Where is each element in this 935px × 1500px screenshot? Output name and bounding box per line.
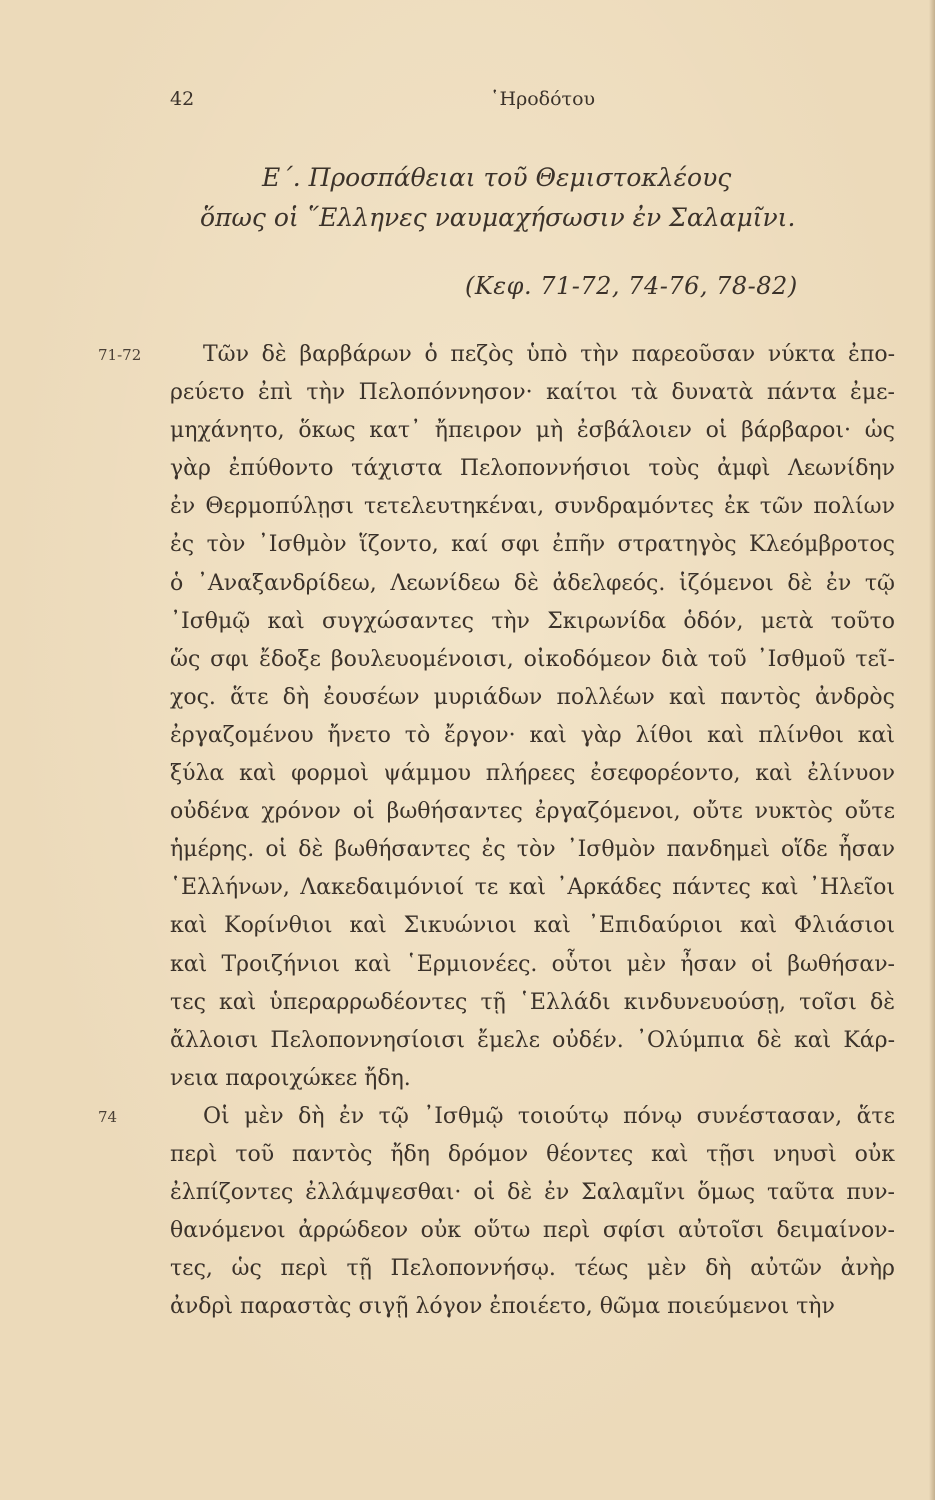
text-line-content: θανόμενοι ἀρρώδεον οὐκ οὕτω περὶ σφίσι αὐτοῖσι δειμαίνον-: [170, 1218, 895, 1244]
text-line-content: ξύλα καὶ φορμοὶ ψάμμου πλήρεες ἐσεφορέοντο, καὶ ἐλίνυον: [170, 761, 895, 787]
text-line-content: ρεύετο ἐπὶ τὴν Πελοπόννησον· καίτοι τὰ δυνατὰ πάντα ἐμε-: [170, 380, 895, 406]
text-line: [170, 412, 895, 450]
text-line-content: μηχάνητο, ὅκως κατ᾽ ἤπειρον μὴ ἐσβάλοιεν οἱ βάρβαροι· ὡς: [170, 418, 895, 444]
text-line: [170, 641, 895, 679]
text-line-content: ᾽Ισθμῷ καὶ συγχώσαντες τὴν Σκιρωνίδα ὁδόν, μετὰ τοῦτο: [170, 608, 895, 634]
text-line: [170, 831, 895, 869]
text-line: [170, 1136, 895, 1174]
text-line-content: ἄλλοισι Πελοποννησίοισι ἔμελε οὐδέν. ᾽Ολύμπια δὲ καὶ Κάρ-: [170, 1027, 895, 1053]
text-line: [98, 1098, 895, 1136]
text-line-content: Οἱ μὲν δὴ ἐν τῷ ᾽Ισθμῷ τοιούτῳ πόνῳ συνέστασαν, ἅτε: [203, 1103, 895, 1129]
text-line-content: περὶ τοῦ παντὸς ἤδη δρόμον θέοντες καὶ τῇσι νηυσὶ οὐκ: [170, 1141, 895, 1167]
text-line: [170, 755, 895, 793]
text-line: [170, 374, 895, 412]
text-line-content: νεια παροιχώκεε ἤδη.: [170, 1065, 411, 1091]
text-line-content: ἡμέρης. οἱ δὲ βωθήσαντες ἐς τὸν ᾽Ισθμὸν πανδημεὶ οἵδε ἦσαν: [170, 837, 895, 863]
text-line: [170, 869, 895, 907]
text-line-content: χος. ἅτε δὴ ἐουσέων μυριάδων πολλέων καὶ παντὸς ἀνδρὸς: [170, 684, 895, 710]
text-line-content: ὁ ᾽Αναξανδρίδεω, Λεωνίδεω δὲ ἀδελφεός. ἱζόμενοι δὲ ἐν τῷ: [170, 570, 895, 596]
text-line-content: οὐδένα χρόνον οἱ βωθήσαντες ἐργαζόμενοι, οὔτε νυκτὸς οὔτε: [170, 799, 895, 825]
margin-chapter-number: 74: [98, 1107, 118, 1126]
text-line-content: γὰρ ἐπύθοντο τάχιστα Πελοποννήσιοι τοὺς ἀμφὶ Λεωνίδην: [170, 456, 895, 482]
body-text: [98, 336, 895, 1326]
text-line: [170, 984, 895, 1022]
text-line-content: Τῶν δὲ βαρβάρων ὁ πεζὸς ὑπὸ τὴν παρεοῦσαν νύκτα ἐπο-: [203, 342, 895, 367]
text-line-content: ὥς σφι ἔδοξε βουλευομένοισι, οἰκοδόμεον διὰ τοῦ ᾽Ισθμοῦ τεῖ-: [170, 646, 895, 672]
text-line: [170, 603, 895, 641]
running-head: [170, 88, 890, 118]
text-line: [170, 565, 895, 603]
page-edge-shadow: [929, 0, 935, 1500]
text-line-content: ἐργαζομένου ἤνετο τὸ ἔργον· καὶ γὰρ λίθοι καὶ πλίνθοι καὶ: [170, 722, 895, 748]
section-heading-line-1: Ε΄. Προσπάθειαι τοῦ Θεμιστοκλέους: [262, 163, 732, 192]
text-line-content: καὶ Τροιζήνιοι καὶ ῾Ερμιονέες. οὗτοι μὲν ἦσαν οἱ βωθήσαν-: [170, 951, 895, 977]
section-heading: [200, 158, 880, 238]
text-line-content: ἐλπίζοντες ἐλλάμψεσθαι· οἱ δὲ ἐν Σαλαμῖνι ὅμως ταῦτα πυν-: [170, 1180, 895, 1206]
text-line: [170, 1022, 895, 1060]
section-heading-line-2: ὅπως οἱ ῞Ελληνες ναυμαχήσωσιν ἐν Σαλαμῖνι.: [200, 203, 796, 232]
text-line-content: ῾Ελλήνων, Λακεδαιμόνιοί τε καὶ ᾽Αρκάδες πάντες καὶ ᾽Ηλεῖοι: [170, 875, 895, 901]
text-line: [170, 717, 895, 755]
text-line: [170, 946, 895, 984]
text-line: [170, 793, 895, 831]
page-number: 42: [170, 88, 195, 110]
text-line-content: καὶ Κορίνθιοι καὶ Σικυώνιοι καὶ ᾽Επιδαύριοι καὶ Φλιάσιοι: [170, 913, 895, 939]
text-line: [170, 1174, 895, 1212]
text-line-content: τες καὶ ὑπεραρρωδέοντες τῇ ῾Ελλάδι κινδυνευούσῃ, τοῖσι δὲ: [170, 989, 895, 1015]
text-line-content: ἀνδρὶ παραστὰς σιγῇ λόγον ἐποιέετο, θῶμα ποιεύμενοι τὴν: [170, 1294, 835, 1320]
text-line-content: ἐς τὸν ᾽Ισθμὸν ἵζοντο, καί σφι ἐπῆν στρατηγὸς Κλεόμβροτος: [170, 532, 895, 558]
text-line-content: τες, ὡς περὶ τῇ Πελοποννήσῳ. τέως μὲν δὴ αὐτῶν ἀνὴρ: [170, 1256, 895, 1282]
text-line: [170, 679, 895, 717]
text-line: [170, 1288, 895, 1326]
text-line: [170, 1060, 895, 1098]
text-line: [170, 1212, 895, 1250]
margin-chapter-number: 71-72: [98, 346, 142, 364]
running-title: ῾Ηροδότου: [490, 88, 596, 110]
text-line: [170, 526, 895, 564]
text-line: [98, 336, 895, 374]
text-line: [170, 1250, 895, 1288]
text-line-content: ἐν Θερμοπύλῃσι τετελευτηκέναι, συνδραμόντες ἐκ τῶν πολίων: [170, 494, 895, 520]
text-line: [170, 907, 895, 945]
text-line: [170, 488, 895, 526]
text-line: [170, 450, 895, 488]
chapter-reference: (Κεφ. 71-72, 74-76, 78-82): [465, 272, 798, 300]
